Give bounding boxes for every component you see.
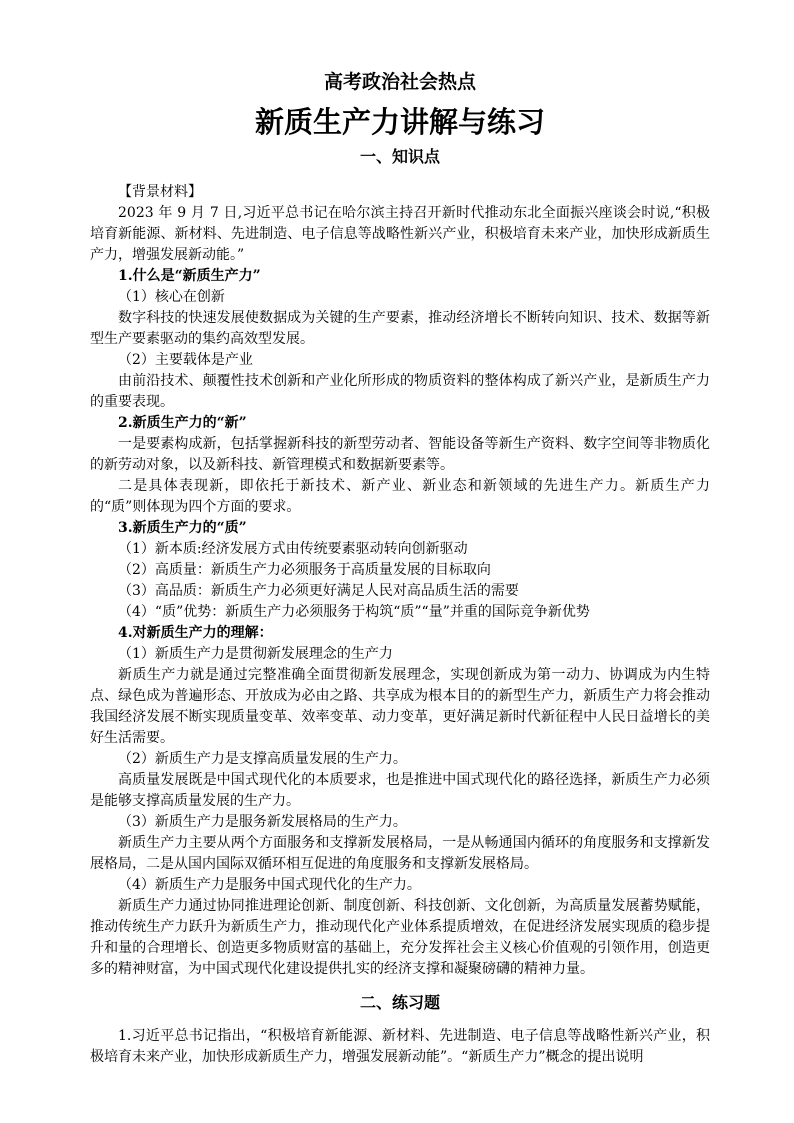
q4-p4-label: （4）新质生产力是服务中国式现代化的生产力。 xyxy=(118,877,421,893)
q2-heading: 2.新质生产力的“新” xyxy=(118,415,247,431)
exercise-q1: 1.习近平总书记指出，“积极培育新能源、新材料、先进制造、电子信息等战略性新兴产业，积极培育未来产业，加快形成新质生产力，增强发展新动能”。“新质生产力”概念的提出说明 xyxy=(90,1028,710,1065)
q4-p2-label: （2）新质生产力是支撑高质量发展的生产力。 xyxy=(118,751,407,767)
q1-p2-text: 由前沿技术、颠覆性技术创新和产业化所形成的物质资料的整体构成了新兴产业，是新质生产力的重要表现。 xyxy=(90,373,710,410)
q4-p1-text: 新质生产力就是通过完整准确全面贯彻新发展理念，实现创新成为第一动力、协调成为内生特点、绿色成为普遍形态、开放成为必由之路、共享成为根本目的的新型生产力，新质生产力将会推动我国经济发展不断实现质量变革、效率变革、动力变革，更好满足新时代新征程中人民日益增长的美好生活需要。 xyxy=(90,667,710,746)
q3-item: （3）高品质：新质生产力必须更好满足人民对高品质生活的需要 xyxy=(118,583,519,599)
q3-item: （1）新本质:经济发展方式由传统要素驱动转向创新驱动 xyxy=(118,541,468,557)
background-text: 2023 年 9 月 7 日,习近平总书记在哈尔滨主持召开新时代推动东北全面振兴座谈会时说,“积极培育新能源、新材料、先进制造、电子信息等战略性新兴产业，积极培育未来产业，加快形成新质生产力，增强发展新动能。” xyxy=(90,205,710,263)
q3-item: （4）“质”优势：新质生产力必须服务于构筑“质”“量”并重的国际竞争新优势 xyxy=(118,604,590,620)
q2-p2: 二是具体表现新，即依托于新技术、新产业、新业态和新领域的先进生产力。新质生产力的“质”则体现为四个方面的要求。 xyxy=(90,478,710,515)
document-subtitle: 高考政治社会热点 xyxy=(323,71,476,93)
q4-p4-text: 新质生产力通过协同推进理论创新、制度创新、科技创新、文化创新，为高质量发展蓄势赋能，推动传统生产力跃升为新质生产力，推动现代化产业体系提质增效，在促进经济发展实现质的稳步提升和量的合理增长、创造更多物质财富的基础上，充分发挥社会主义核心价值观的引领作用，创造更多的精神财富，为中国式现代化建设提供扎实的经济支撑和凝聚磅礴的精神力量。 xyxy=(90,898,710,977)
q2-p1: 一是要素构成新，包括掌握新科技的新型劳动者、智能设备等新生产资料、数字空间等非物质化的新劳动对象，以及新科技、新管理模式和数据新要素等。 xyxy=(90,436,710,473)
q1-p2-label: （2）主要载体是产业 xyxy=(118,352,253,368)
q4-heading: 4.对新质生产力的理解： xyxy=(118,625,273,641)
q1-heading: 1.什么是“新质生产力” xyxy=(118,268,261,284)
section-heading-knowledge: 一、知识点 xyxy=(359,147,440,166)
document-title: 新质生产力讲解与练习 xyxy=(254,105,545,139)
section-heading-exercises: 二、练习题 xyxy=(359,993,440,1012)
q3-heading: 3.新质生产力的“质” xyxy=(118,520,247,536)
q4-p1-label: （1）新质生产力是贯彻新发展理念的生产力 xyxy=(118,646,393,662)
q4-p3-label: （3）新质生产力是服务新发展格局的生产力。 xyxy=(118,814,407,830)
q4-p2-text: 高质量发展既是中国式现代化的本质要求，也是推进中国式现代化的路径选择，新质生产力必须是能够支撑高质量发展的生产力。 xyxy=(90,772,710,809)
q3-item: （2）高质量：新质生产力必须服务于高质量发展的目标取向 xyxy=(118,562,491,578)
background-label: 【背景材料】 xyxy=(118,184,202,200)
q4-p3-text: 新质生产力主要从两个方面服务和支撑新发展格局，一是从畅通国内循环的角度服务和支撑新发展格局，二是从国内国际双循环相互促进的角度服务和支撑新发展格局。 xyxy=(90,835,710,872)
q1-p1-text: 数字科技的快速发展使数据成为关键的生产要素，推动经济增长不断转向知识、技术、数据等新型生产要素驱动的集约高效型发展。 xyxy=(90,310,710,347)
q1-p1-label: （1）核心在创新 xyxy=(118,289,225,305)
